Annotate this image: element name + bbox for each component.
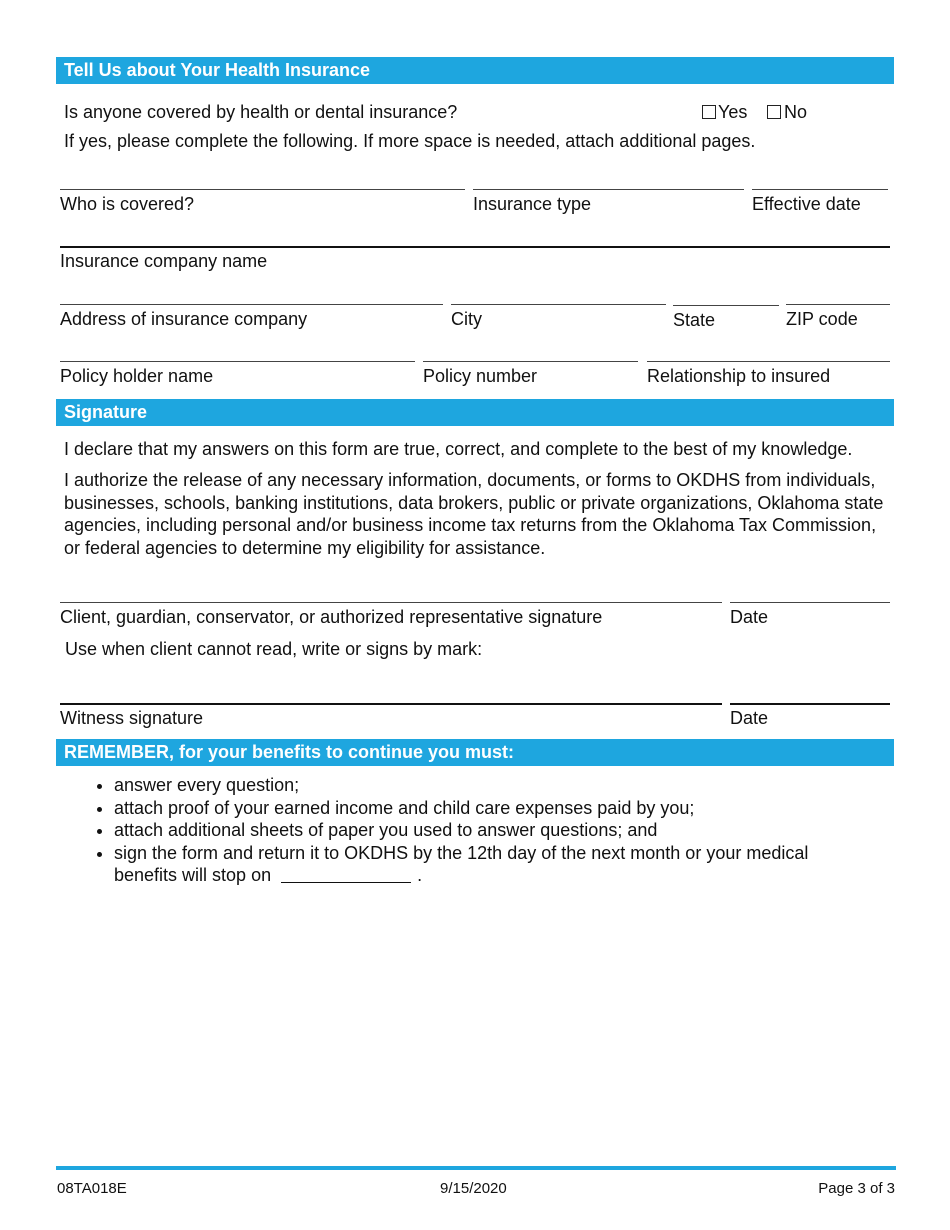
- no-label: No: [784, 102, 808, 122]
- zip-line: [786, 304, 890, 305]
- witness-date-label: Date: [730, 708, 769, 728]
- remember-item-text: sign the form and return it to OKDHS by the 12th day of the next month or your medical benefits will stop on: [114, 842, 809, 886]
- insurance-section-header: Tell Us about Your Health Insurance: [56, 57, 894, 84]
- signature-section-header: Signature: [56, 399, 894, 426]
- benefits-stop-date-field[interactable]: [281, 866, 411, 883]
- city-line: [451, 304, 666, 305]
- form-date: 9/15/2020: [440, 1180, 507, 1197]
- mark-note: Use when client cannot read, write or signs by mark:: [65, 639, 483, 659]
- insurance-type-label: Insurance type: [473, 194, 592, 214]
- effective-date-line: [752, 189, 888, 190]
- client-date-line: [730, 602, 890, 603]
- insurance-question: Is anyone covered by health or dental insurance?: [64, 102, 458, 122]
- holder-name-label: Policy holder name: [60, 366, 214, 386]
- form-number: 08TA018E: [57, 1180, 127, 1197]
- effective-date-label: Effective date: [752, 194, 861, 214]
- footer-rule: [56, 1166, 896, 1170]
- state-label: State: [673, 310, 716, 330]
- witness-date-line: [730, 703, 890, 705]
- client-signature-label: Client, guardian, conservator, or authorized representative signature: [60, 607, 603, 627]
- insurance-type-line: [473, 189, 744, 190]
- remember-item: • attach proof of your earned income and child care expenses paid by you;: [114, 797, 874, 820]
- who-covered-line: [60, 189, 465, 190]
- policy-number-label: Policy number: [423, 366, 538, 386]
- client-date-label: Date: [730, 607, 769, 627]
- policy-number-line: [423, 361, 638, 362]
- yes-checkbox[interactable]: [702, 105, 716, 119]
- remember-list: [94, 774, 874, 887]
- remember-item: • attach additional sheets of paper you used to answer questions; and: [114, 819, 874, 842]
- declaration-text: I declare that my answers on this form are true, correct, and complete to the best of my knowledge.: [64, 439, 853, 459]
- no-checkbox[interactable]: [767, 105, 781, 119]
- authorization-text: I authorize the release of any necessary information, documents, or forms to OKDHS from individuals, businesses, schools, banking institutions, data brokers, public or private organizations, Oklahoma state agencies, including personal and/or business income tax returns from the Oklahoma Tax Commission, or federal agencies to determine my eligibility for assistance.: [64, 470, 884, 558]
- relationship-line: [647, 361, 890, 362]
- company-address-line: [60, 304, 443, 305]
- remember-section-header: REMEMBER, for your benefits to continue you must:: [56, 739, 894, 766]
- client-signature-line: [60, 602, 722, 603]
- zip-label: ZIP code: [786, 309, 858, 329]
- holder-name-line: [60, 361, 415, 362]
- witness-signature-label: Witness signature: [60, 708, 204, 728]
- company-name-label: Insurance company name: [60, 251, 268, 271]
- company-address-label: Address of insurance company: [60, 309, 308, 329]
- company-name-line: [60, 246, 890, 248]
- who-covered-label: Who is covered?: [60, 194, 195, 214]
- relationship-label: Relationship to insured: [647, 366, 831, 386]
- end-period: .: [417, 865, 423, 886]
- remember-item-last: [114, 842, 874, 887]
- page-number: Page 3 of 3: [818, 1180, 895, 1197]
- yes-label: Yes: [718, 102, 748, 122]
- insurance-instruction: If yes, please complete the following. If more space is needed, attach additional pages.: [64, 131, 756, 151]
- remember-item: • answer every question;: [114, 774, 874, 797]
- city-label: City: [451, 309, 482, 329]
- witness-signature-line: [60, 703, 722, 705]
- state-line: [673, 305, 779, 306]
